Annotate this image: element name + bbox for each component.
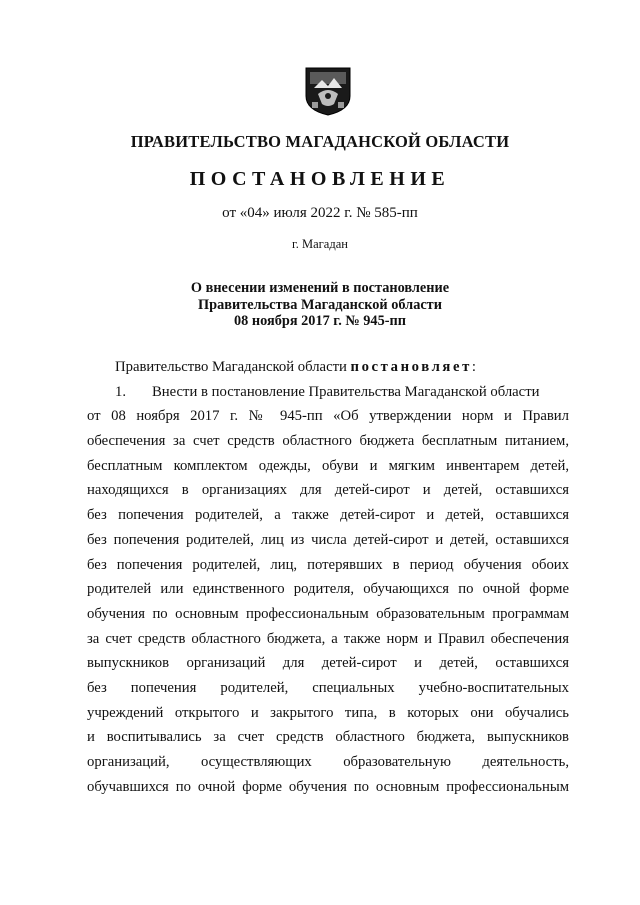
intro-colon: : <box>471 359 477 375</box>
document-type: ПОСТАНОВЛЕНИЕ <box>189 168 451 190</box>
body-text-line: обучения по основным профессиональным образовательным программам <box>87 605 569 622</box>
body-text-line: обеспечения за счет средств областного бюджета бесплатным питанием, <box>87 433 569 450</box>
subject-line: Правительства Магаданской области <box>198 296 442 313</box>
body-text-line: без попечения родителей, а также детей-сирот и детей, оставшихся <box>87 507 569 524</box>
document-body <box>87 355 569 799</box>
body-text-line: бесплатным комплектом одежды, обуви и мягким инвентарем детей, <box>87 457 569 474</box>
city: г. Магадан <box>292 237 348 251</box>
body-text-line: учреждений открытого и закрытого типа, в которых они обучались <box>87 704 569 721</box>
body-text-line: без попечения родителей, лиц из числа детей-сирот и детей, оставшихся <box>87 531 569 548</box>
item-first-line <box>87 380 569 405</box>
document-subject <box>0 280 640 330</box>
body-text-line: без попечения родителей, специальных учебно-воспитательных <box>87 679 569 696</box>
body-text-line: родителей или единственного родителя, обучающихся по очной форме <box>87 581 569 598</box>
item-first-text: Внести в постановление Правительства Магаданской области <box>152 383 540 400</box>
coat-of-arms-icon <box>304 66 352 116</box>
body-text-line: находящихся в организациях для детей-сирот и детей, оставшихся <box>87 482 569 499</box>
item-text-block <box>87 404 569 799</box>
body-text-line: от 08 ноября 2017 г. № 945-пп «Об утверждении норм и Правил <box>87 408 569 425</box>
subject-line: О внесении изменений в постановление <box>190 280 450 296</box>
item-number: 1. <box>115 383 127 400</box>
date-and-number: от «04» июля 2022 г. № 585-пп <box>222 205 418 221</box>
body-text-line: за счет средств областного бюджета, а также норм и Правил обеспечения <box>87 630 569 647</box>
body-text-line: без попечения родителей, лиц, потерявших в период обучения обоих <box>87 556 569 573</box>
intro-paragraph <box>87 355 569 380</box>
subject-line: 08 ноября 2017 г. № 945-пп <box>234 313 406 329</box>
intro-text: Правительство Магаданской области <box>115 359 347 375</box>
body-text-line: и воспитывались за счет средств областного бюджета, выпускников <box>87 729 569 746</box>
body-text-line: обучавшихся по очной форме обучения по основным профессиональным <box>87 778 569 795</box>
body-text-line: выпускников организаций для детей-сирот и детей, оставшихся <box>87 655 569 672</box>
government-name: ПРАВИТЕЛЬСТВО МАГАДАНСКОЙ ОБЛАСТИ <box>130 132 510 151</box>
body-text-line: организаций, осуществляющих образовательную деятельность, <box>87 754 569 771</box>
intro-verb: постановляет <box>350 359 472 375</box>
